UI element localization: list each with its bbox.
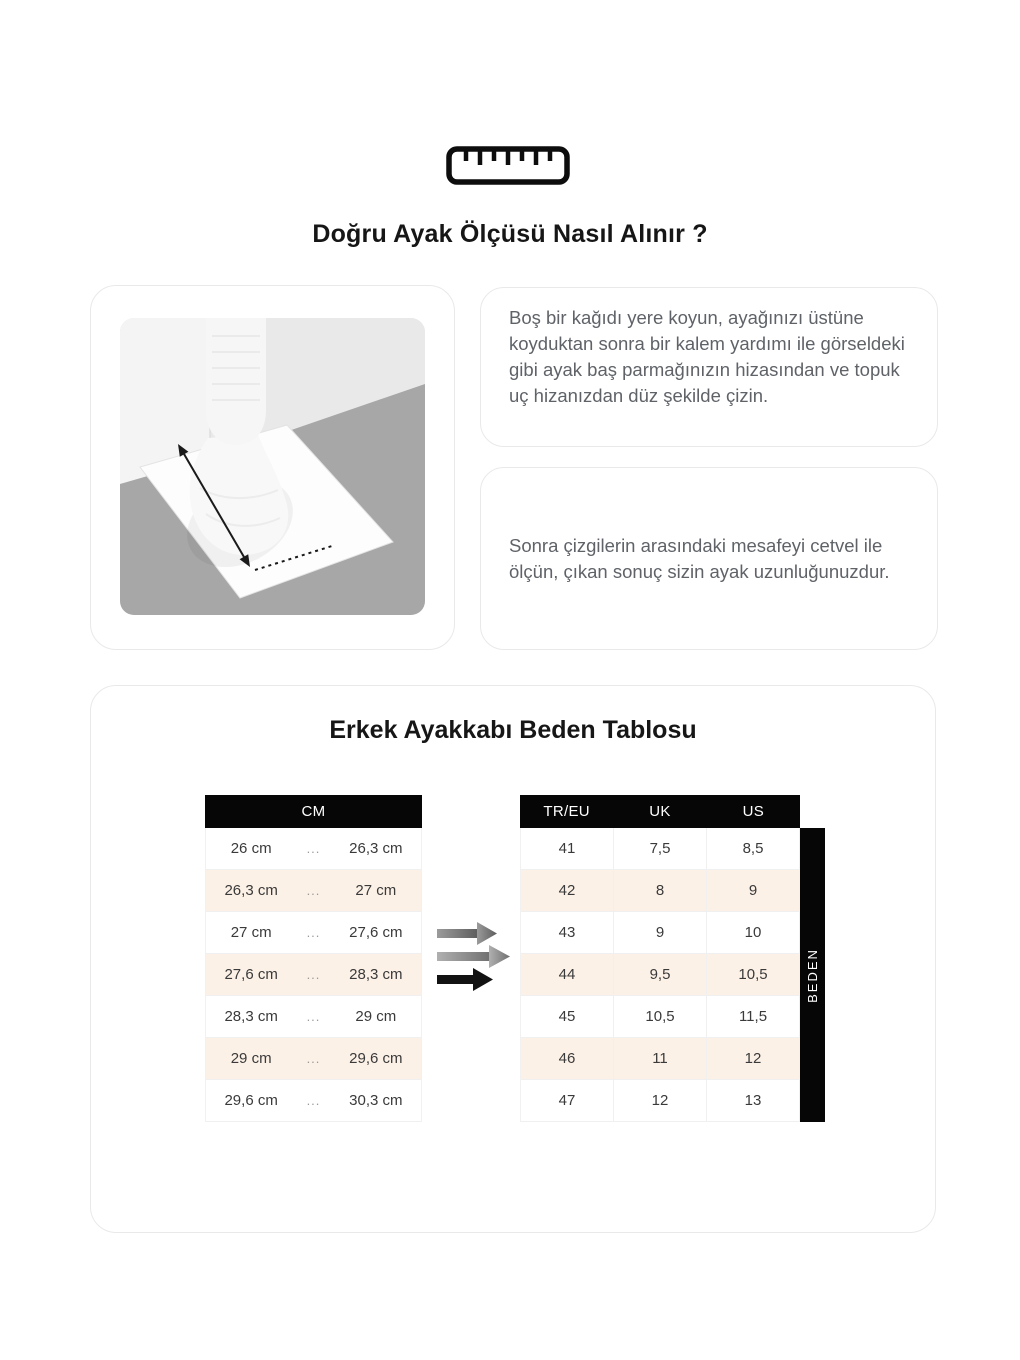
- measurement-photo-card: [90, 285, 455, 650]
- tr-eu-size-cell: 43: [521, 912, 614, 953]
- uk-size-cell: 12: [614, 1080, 707, 1121]
- range-separator: ...: [306, 1009, 321, 1024]
- tr-eu-size-cell: 42: [521, 870, 614, 911]
- cm-range-from: 26 cm: [230, 840, 272, 857]
- transfer-arrows-icon: [435, 919, 511, 993]
- tr-eu-size-cell: 46: [521, 1038, 614, 1079]
- tr-eu-size-cell: 47: [521, 1080, 614, 1121]
- instruction-card-1: [480, 287, 938, 447]
- cm-range-to: 29,6 cm: [349, 1050, 403, 1067]
- foot-measurement-photo: [120, 318, 425, 615]
- range-separator: ...: [306, 883, 321, 898]
- cm-range-from: 26,3 cm: [224, 882, 278, 899]
- cm-range-from: 28,3 cm: [224, 1008, 278, 1025]
- cm-table-header: CM: [205, 795, 422, 828]
- instruction-text-1: Boş bir kağıdı yere koyun, ayağınızı üstüne koyduktan sonra bir kalem yardımı ile görseldeki gibi ayak baş parmağınızın hizasından ve topuk uç hizanızdan düz şekilde çizin.: [509, 307, 905, 406]
- cm-range-from: 27 cm: [230, 924, 272, 941]
- size-table-row: [521, 1038, 799, 1080]
- instruction-text-2: Sonra çizgilerin arasındaki mesafeyi cetvel ile ölçün, çıkan sonuç sizin ayak uzunluğunuzdur.: [509, 534, 890, 582]
- size-section-title: Erkek Ayakkabı Beden Tablosu: [329, 716, 697, 744]
- size-table-row: [521, 912, 799, 954]
- cm-table-row: [206, 1038, 421, 1080]
- tr-eu-size-cell: 44: [521, 954, 614, 995]
- uk-size-cell: 9: [614, 912, 707, 953]
- header-uk: UK: [649, 803, 671, 820]
- size-table-row: [521, 870, 799, 912]
- beden-side-bar: [800, 828, 825, 1122]
- cm-table-row: [206, 1080, 421, 1122]
- instruction-card-2: [480, 467, 938, 650]
- beden-label: BEDEN: [805, 947, 821, 1003]
- cm-table-row: [206, 954, 421, 996]
- uk-size-cell: 9,5: [614, 954, 707, 995]
- header-tr-eu: TR/EU: [543, 803, 590, 820]
- cm-table-body: [205, 828, 422, 1122]
- uk-size-cell: 7,5: [614, 828, 707, 869]
- cm-range-to: 26,3 cm: [349, 840, 403, 857]
- tr-eu-size-cell: 45: [521, 996, 614, 1037]
- cm-table-row: [206, 870, 421, 912]
- cm-table-row: [206, 912, 421, 954]
- us-size-cell: 10,5: [738, 966, 768, 983]
- uk-size-cell: 10,5: [614, 996, 707, 1037]
- tr-eu-size-cell: 41: [521, 828, 614, 869]
- international-size-table: [520, 795, 800, 1122]
- cm-table-row: [206, 996, 421, 1038]
- range-separator: ...: [306, 1051, 321, 1066]
- us-size-cell: 12: [744, 1050, 762, 1067]
- range-separator: ...: [306, 967, 321, 982]
- range-separator: ...: [306, 925, 321, 940]
- us-size-cell: 9: [748, 882, 758, 899]
- cm-range-to: 27,6 cm: [349, 924, 403, 941]
- cm-table: [205, 795, 422, 1122]
- uk-size-cell: 11: [614, 1038, 707, 1079]
- cm-range-from: 29,6 cm: [224, 1092, 278, 1109]
- header-us: US: [742, 803, 765, 820]
- range-separator: ...: [306, 841, 321, 856]
- size-table-row: [521, 1080, 799, 1122]
- size-table-header-row: [520, 795, 800, 828]
- cm-range-to: 27 cm: [355, 882, 397, 899]
- us-size-cell: 11,5: [738, 1008, 768, 1025]
- size-table-row: [521, 954, 799, 996]
- cm-table-row: [206, 828, 421, 870]
- cm-range-to: 29 cm: [355, 1008, 397, 1025]
- cm-range-from: 29 cm: [230, 1050, 272, 1067]
- us-size-cell: 8,5: [742, 840, 764, 857]
- us-size-cell: 13: [744, 1092, 762, 1109]
- cm-range-from: 27,6 cm: [224, 966, 278, 983]
- range-separator: ...: [306, 1093, 321, 1108]
- size-table-row: [521, 828, 799, 870]
- page-title: Doğru Ayak Ölçüsü Nasıl Alınır ?: [312, 220, 708, 248]
- ruler-icon: [446, 146, 570, 185]
- size-table-row: [521, 996, 799, 1038]
- size-table-body: [520, 828, 800, 1122]
- cm-range-to: 30,3 cm: [349, 1092, 403, 1109]
- cm-range-to: 28,3 cm: [349, 966, 403, 983]
- us-size-cell: 10: [744, 924, 762, 941]
- uk-size-cell: 8: [614, 870, 707, 911]
